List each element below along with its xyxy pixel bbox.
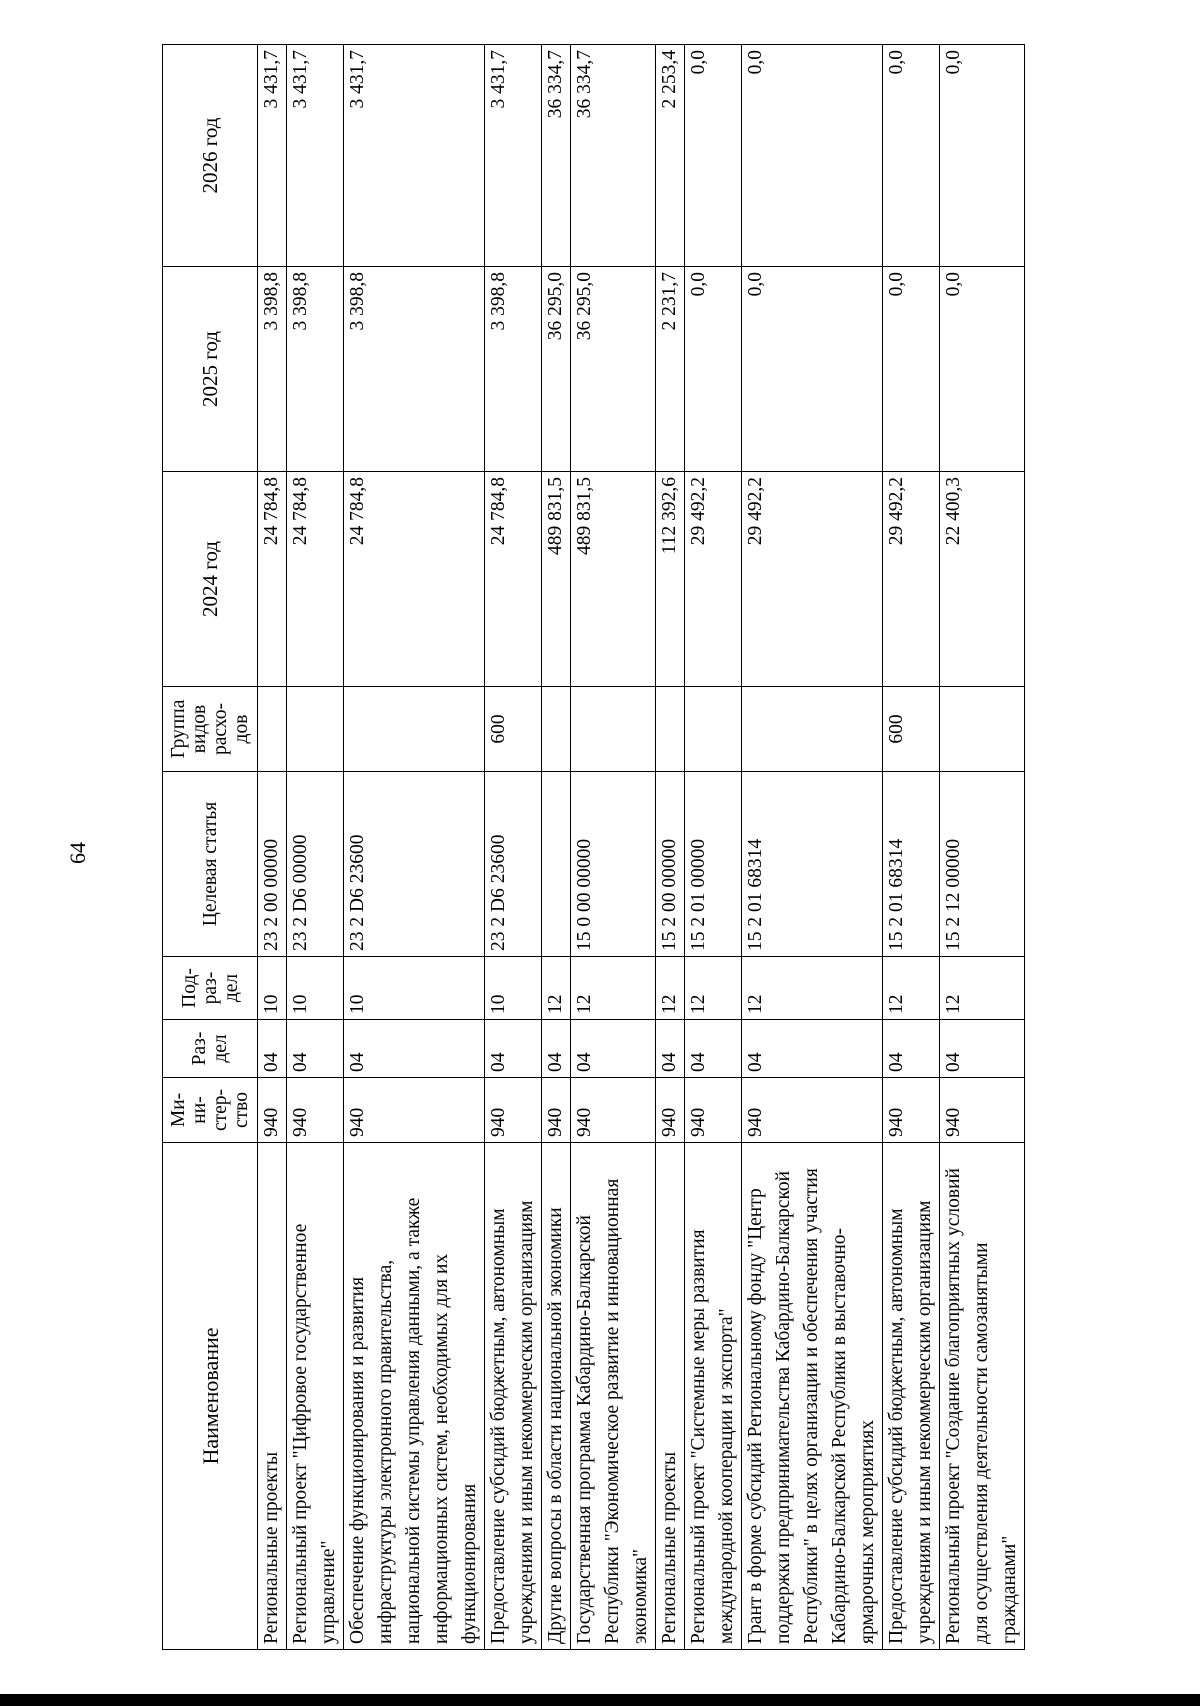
- row-subsection: 12: [685, 957, 742, 1020]
- row-2025: 2 231,7: [656, 267, 685, 472]
- row-2026: 36 334,7: [571, 45, 656, 267]
- row-target-article: 23 2 D6 23600: [344, 772, 485, 957]
- header-expense-group: Группа видов расхо- дов: [163, 687, 258, 772]
- row-section: 04: [940, 1020, 1025, 1078]
- table-row: [656, 45, 685, 1650]
- row-target-article: 15 2 01 68314: [742, 772, 883, 957]
- row-ministry: 940: [656, 1078, 685, 1143]
- row-target-article: 15 2 00 00000: [656, 772, 685, 957]
- rotated-page-content: [162, 45, 1102, 1650]
- row-2024: 24 784,8: [485, 472, 542, 687]
- row-subsection: 12: [542, 957, 571, 1020]
- row-subsection: 10: [287, 957, 344, 1020]
- row-subsection: 12: [883, 957, 940, 1020]
- row-2025: 0,0: [940, 267, 1025, 472]
- row-2024: 489 831,5: [571, 472, 656, 687]
- table-row: [344, 45, 485, 1650]
- header-name: Наименование: [163, 1143, 258, 1650]
- row-2025: 0,0: [685, 267, 742, 472]
- row-2026: 3 431,7: [485, 45, 542, 267]
- row-subsection: 12: [571, 957, 656, 1020]
- row-2024: 29 492,2: [742, 472, 883, 687]
- row-name: Региональный проект "Системные меры развития международной кооперации и экспорта": [685, 1143, 742, 1650]
- table-row: [485, 45, 542, 1650]
- row-name: Предоставление субсидий бюджетным, автономным учреждениям и иным некоммерческим организациям: [485, 1143, 542, 1650]
- row-expense-group: [940, 687, 1025, 772]
- row-section: 04: [258, 1020, 287, 1078]
- bottom-border-strip: [0, 1694, 1200, 1706]
- row-2026: 36 334,7: [542, 45, 571, 267]
- row-2025: 36 295,0: [571, 267, 656, 472]
- header-target-article: Целевая статья: [163, 772, 258, 957]
- row-ministry: 940: [940, 1078, 1025, 1143]
- page-number: 64: [65, 842, 90, 864]
- row-2026: 2 253,4: [656, 45, 685, 267]
- row-expense-group: [656, 687, 685, 772]
- table-row: [883, 45, 940, 1650]
- row-name: Региональный проект "Создание благоприятных условий для осуществления деятельности самозанятыми гражданами": [940, 1143, 1025, 1650]
- row-expense-group: [344, 687, 485, 772]
- row-2024: 489 831,5: [542, 472, 571, 687]
- row-section: 04: [685, 1020, 742, 1078]
- row-2025: 3 398,8: [344, 267, 485, 472]
- row-subsection: 10: [258, 957, 287, 1020]
- row-name: Региональный проект "Цифровое государственное управление": [287, 1143, 344, 1650]
- row-2024: 29 492,2: [685, 472, 742, 687]
- row-name: Региональные проекты: [656, 1143, 685, 1650]
- row-section: 04: [742, 1020, 883, 1078]
- row-2026: 0,0: [940, 45, 1025, 267]
- row-ministry: 940: [258, 1078, 287, 1143]
- row-2024: 24 784,8: [287, 472, 344, 687]
- row-2026: 0,0: [742, 45, 883, 267]
- table-row: [940, 45, 1025, 1650]
- row-2025: 0,0: [742, 267, 883, 472]
- row-ministry: 940: [883, 1078, 940, 1143]
- row-subsection: 12: [656, 957, 685, 1020]
- header-subsection: Под- раз- дел: [163, 957, 258, 1020]
- row-2026: 0,0: [883, 45, 940, 267]
- row-2026: 3 431,7: [344, 45, 485, 267]
- row-target-article: 23 2 D6 00000: [287, 772, 344, 957]
- row-2025: 3 398,8: [258, 267, 287, 472]
- row-name: Государственная программа Кабардино-Балкарской Республики "Экономическое развитие и инновационная экономика": [571, 1143, 656, 1650]
- header-ministry: Ми- ни- стер- ство: [163, 1078, 258, 1143]
- table-row: [258, 45, 287, 1650]
- row-target-article: 15 2 01 00000: [685, 772, 742, 957]
- header-2026: 2026 год: [163, 45, 258, 267]
- row-ministry: 940: [344, 1078, 485, 1143]
- row-target-article: 15 2 12 00000: [940, 772, 1025, 957]
- row-subsection: 10: [344, 957, 485, 1020]
- row-section: 04: [571, 1020, 656, 1078]
- row-name: Другие вопросы в области национальной экономики: [542, 1143, 571, 1650]
- row-expense-group: [542, 687, 571, 772]
- row-section: 04: [656, 1020, 685, 1078]
- row-ministry: 940: [742, 1078, 883, 1143]
- row-expense-group: [287, 687, 344, 772]
- header-2024: 2024 год: [163, 472, 258, 687]
- row-expense-group: [685, 687, 742, 772]
- row-2024: 22 400,3: [940, 472, 1025, 687]
- row-2025: 3 398,8: [485, 267, 542, 472]
- row-subsection: 12: [940, 957, 1025, 1020]
- row-ministry: 940: [287, 1078, 344, 1143]
- table-body: [258, 45, 1025, 1650]
- row-expense-group: 600: [883, 687, 940, 772]
- row-target-article: 15 0 00 00000: [571, 772, 656, 957]
- row-expense-group: 600: [485, 687, 542, 772]
- row-target-article: 15 2 01 68314: [883, 772, 940, 957]
- row-name: Грант в форме субсидий Региональному фонду "Центр поддержки предпринимательства Кабардино-Балкарской Республики" в целях организации и обеспечения участия Кабардино-Балкарской Республики в выставочно-ярмарочных мероприятиях: [742, 1143, 883, 1650]
- row-section: 04: [344, 1020, 485, 1078]
- table-row: [742, 45, 883, 1650]
- row-name: Предоставление субсидий бюджетным, автономным учреждениям и иным некоммерческим организациям: [883, 1143, 940, 1650]
- row-2024: 24 784,8: [258, 472, 287, 687]
- row-2026: 3 431,7: [258, 45, 287, 267]
- row-section: 04: [485, 1020, 542, 1078]
- row-2025: 3 398,8: [287, 267, 344, 472]
- row-subsection: 10: [485, 957, 542, 1020]
- row-2025: 0,0: [883, 267, 940, 472]
- header-section: Раз- дел: [163, 1020, 258, 1078]
- row-name: Региональные проекты: [258, 1143, 287, 1650]
- row-ministry: 940: [571, 1078, 656, 1143]
- row-section: 04: [883, 1020, 940, 1078]
- budget-table: [162, 44, 1025, 1650]
- row-ministry: 940: [485, 1078, 542, 1143]
- row-expense-group: [258, 687, 287, 772]
- row-target-article: 23 2 00 00000: [258, 772, 287, 957]
- row-2024: 112 392,6: [656, 472, 685, 687]
- row-2025: 36 295,0: [542, 267, 571, 472]
- row-target-article: 23 2 D6 23600: [485, 772, 542, 957]
- row-name: Обеспечение функционирования и развития инфраструктуры электронного правительства, национальной системы управления данными, а также информационных систем, необходимых для их функционирования: [344, 1143, 485, 1650]
- table-row: [287, 45, 344, 1650]
- row-2024: 29 492,2: [883, 472, 940, 687]
- row-target-article: [542, 772, 571, 957]
- row-subsection: 12: [742, 957, 883, 1020]
- row-2024: 24 784,8: [344, 472, 485, 687]
- row-expense-group: [571, 687, 656, 772]
- row-ministry: 940: [542, 1078, 571, 1143]
- row-2026: 3 431,7: [287, 45, 344, 267]
- row-expense-group: [742, 687, 883, 772]
- table-row: [685, 45, 742, 1650]
- table-row: [571, 45, 656, 1650]
- table-row: [542, 45, 571, 1650]
- row-section: 04: [542, 1020, 571, 1078]
- header-2025: 2025 год: [163, 267, 258, 472]
- table-header-row: [163, 45, 258, 1650]
- row-ministry: 940: [685, 1078, 742, 1143]
- row-section: 04: [287, 1020, 344, 1078]
- row-2026: 0,0: [685, 45, 742, 267]
